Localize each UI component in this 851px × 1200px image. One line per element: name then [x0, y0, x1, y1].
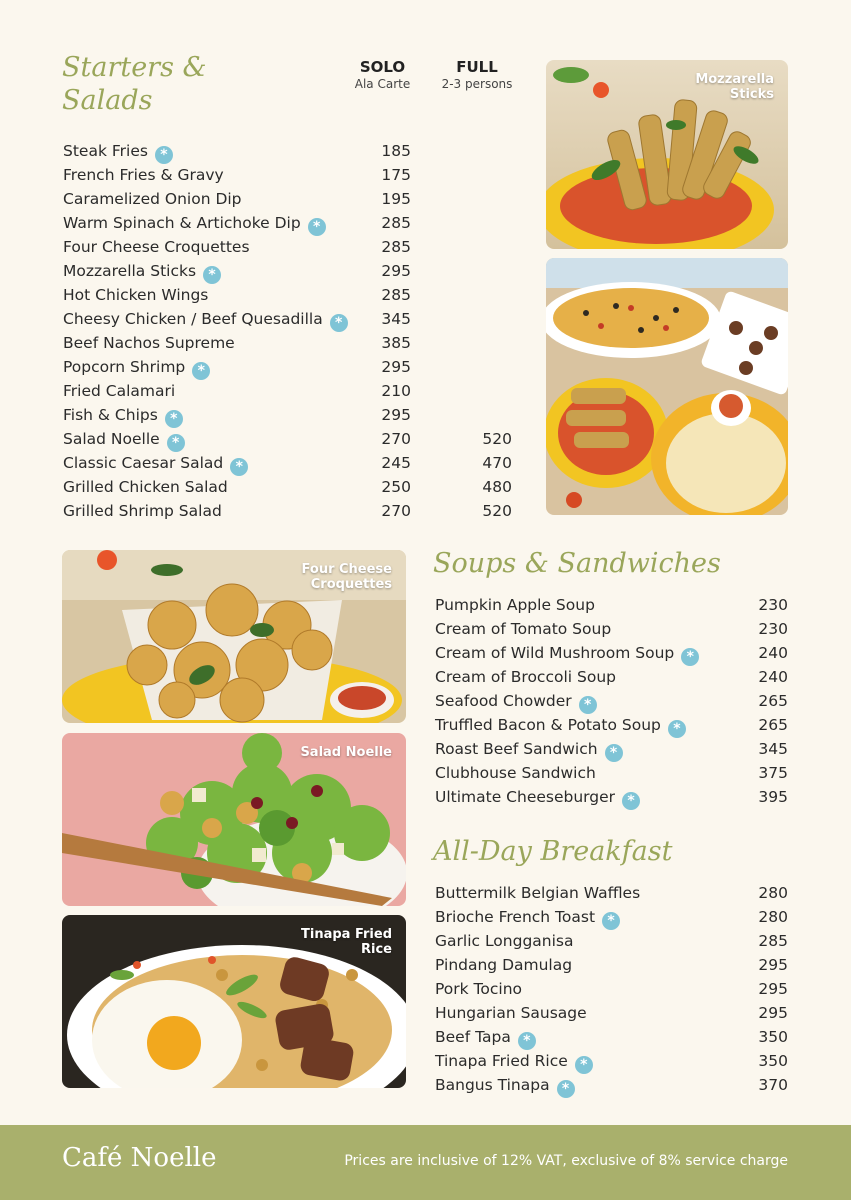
menu-item-label: Cream of Tomato Soup [435, 620, 612, 638]
menu-item-name [63, 187, 242, 211]
solo-price: 295 [381, 358, 411, 376]
menu-item-label: Bangus Tinapa [435, 1076, 550, 1094]
asterisk-badge-icon: * [579, 696, 597, 714]
menu-item [435, 1073, 788, 1097]
menu-item [435, 1025, 788, 1049]
solo-price: 295 [381, 406, 411, 424]
menu-item [63, 379, 513, 403]
menu-item-label: Mozzarella Sticks [63, 262, 197, 280]
starters-title-line2: Salads [62, 85, 153, 116]
cafe-noelle-logo: Café Noelle [62, 1143, 217, 1173]
menu-item-name [63, 427, 185, 452]
solo-price: 175 [381, 166, 411, 184]
menu-item-name [435, 929, 574, 953]
menu-item-name [435, 761, 596, 785]
menu-item-name [435, 1001, 587, 1025]
menu-item-label: Hot Chicken Wings [63, 286, 209, 304]
asterisk-badge-icon: * [167, 434, 185, 452]
menu-item [435, 881, 788, 905]
menu-item-label: Grilled Shrimp Salad [63, 502, 222, 520]
asterisk-badge-icon: * [668, 720, 686, 738]
solo-column-header [345, 58, 420, 91]
starters-spread-image [546, 258, 788, 515]
menu-item-label: Caramelized Onion Dip [63, 190, 242, 208]
menu-item-name [435, 953, 572, 977]
menu-item-price: 350 [758, 1028, 788, 1046]
menu-item-name [435, 1073, 575, 1098]
croquettes-caption: Four Cheese Croquettes [301, 562, 392, 592]
menu-item-name [63, 499, 222, 523]
menu-item-label: Seafood Chowder [435, 692, 572, 710]
full-price: 470 [482, 454, 512, 472]
asterisk-badge-icon: * [575, 1056, 593, 1074]
menu-item-label: Ultimate Cheeseburger [435, 788, 616, 806]
menu-item-label: Four Cheese Croquettes [63, 238, 250, 256]
menu-item [63, 403, 513, 427]
menu-item [63, 499, 513, 523]
menu-item [63, 139, 513, 163]
full-column-header [432, 58, 522, 91]
menu-item-name [63, 283, 208, 307]
price-note: Prices are inclusive of 12% VAT, exclusive of 8% service charge [344, 1153, 788, 1169]
menu-item-label: Pindang Damulag [435, 956, 573, 974]
menu-item-label: Pumpkin Apple Soup [435, 596, 595, 614]
solo-price: 210 [381, 382, 411, 400]
menu-item-price: 280 [758, 908, 788, 926]
full-label: FULL [456, 58, 498, 76]
menu-item-price: 295 [758, 1004, 788, 1022]
tinapa-fried-rice-photo [62, 915, 406, 1088]
menu-item-label: Garlic Longganisa [435, 932, 574, 950]
menu-item [435, 977, 788, 1001]
menu-item-price: 230 [758, 596, 788, 614]
menu-item-name [63, 355, 210, 380]
menu-item-name [63, 475, 228, 499]
menu-item-price: 375 [758, 764, 788, 782]
menu-item-price: 230 [758, 620, 788, 638]
breakfast-title: All-Day Breakfast [433, 836, 673, 867]
menu-item-name [435, 713, 686, 738]
menu-item-label: Hungarian Sausage [435, 1004, 587, 1022]
menu-item-name [63, 451, 248, 476]
asterisk-badge-icon: * [557, 1080, 575, 1098]
asterisk-badge-icon: * [602, 912, 620, 930]
menu-item-label: Classic Caesar Salad [63, 454, 224, 472]
asterisk-badge-icon: * [165, 410, 183, 428]
solo-price: 345 [381, 310, 411, 328]
menu-item [435, 761, 788, 785]
menu-item-name [435, 1049, 593, 1074]
menu-item [63, 331, 513, 355]
asterisk-badge-icon: * [155, 146, 173, 164]
full-sublabel: 2-3 persons [441, 77, 513, 91]
menu-item [435, 737, 788, 761]
starters-title [62, 51, 207, 117]
starters-menu-list [63, 139, 513, 523]
menu-item-name [63, 307, 348, 332]
menu-item [435, 1049, 788, 1073]
menu-item-label: Truffled Bacon & Potato Soup [435, 716, 661, 734]
menu-item-label: Cream of Wild Mushroom Soup [435, 644, 675, 662]
starters-spread-photo [546, 258, 788, 515]
menu-item [435, 953, 788, 977]
menu-item-name [63, 403, 183, 428]
full-price: 520 [482, 502, 512, 520]
menu-item-label: Fried Calamari [63, 382, 176, 400]
footer-bar [0, 1125, 851, 1200]
menu-item-name [435, 1025, 536, 1050]
solo-sublabel: Ala Carte [354, 77, 411, 91]
menu-item-label: Warm Spinach & Artichoke Dip [63, 214, 301, 232]
tinapa-fried-rice-caption: Tinapa Fried Rice [301, 927, 392, 957]
menu-item [63, 235, 513, 259]
solo-price: 195 [381, 190, 411, 208]
asterisk-badge-icon: * [308, 218, 326, 236]
solo-price: 385 [381, 334, 411, 352]
solo-price: 185 [381, 142, 411, 160]
menu-item-label: French Fries & Gravy [63, 166, 224, 184]
menu-item-label: Beef Nachos Supreme [63, 334, 235, 352]
menu-item-name [63, 139, 173, 164]
asterisk-badge-icon: * [230, 458, 248, 476]
menu-item [63, 283, 513, 307]
menu-item [435, 641, 788, 665]
menu-item-name [435, 977, 522, 1001]
salad-noelle-photo [62, 733, 406, 906]
menu-item-name [435, 641, 699, 666]
menu-item-price: 370 [758, 1076, 788, 1094]
solo-price: 245 [381, 454, 411, 472]
asterisk-badge-icon: * [605, 744, 623, 762]
menu-item [435, 905, 788, 929]
menu-item [435, 689, 788, 713]
menu-item-label: Brioche French Toast [435, 908, 596, 926]
menu-item [435, 785, 788, 809]
menu-item-price: 350 [758, 1052, 788, 1070]
menu-item [63, 307, 513, 331]
menu-item-label: Clubhouse Sandwich [435, 764, 596, 782]
menu-item [435, 713, 788, 737]
menu-item [63, 451, 513, 475]
full-price: 480 [482, 478, 512, 496]
menu-item-price: 280 [758, 884, 788, 902]
menu-item-name [435, 785, 640, 810]
solo-price: 285 [381, 214, 411, 232]
menu-item-name [435, 905, 620, 930]
menu-item [63, 259, 513, 283]
solo-price: 285 [381, 238, 411, 256]
menu-item-name [435, 737, 623, 762]
solo-price: 270 [381, 430, 411, 448]
menu-item-name [435, 617, 611, 641]
menu-item [63, 163, 513, 187]
soups-title: Soups & Sandwiches [433, 548, 721, 579]
menu-item-label: Buttermilk Belgian Waffles [435, 884, 641, 902]
menu-item [435, 929, 788, 953]
menu-item-name [435, 665, 616, 689]
menu-item-label: Cheesy Chicken / Beef Quesadilla [63, 310, 323, 328]
menu-item-name [63, 211, 326, 236]
menu-item [63, 475, 513, 499]
menu-item-price: 265 [758, 716, 788, 734]
full-price: 520 [482, 430, 512, 448]
asterisk-badge-icon: * [681, 648, 699, 666]
solo-price: 295 [381, 262, 411, 280]
menu-item [435, 1001, 788, 1025]
solo-price: 270 [381, 502, 411, 520]
menu-item-price: 240 [758, 668, 788, 686]
menu-item [63, 187, 513, 211]
soups-menu-list [435, 593, 788, 809]
menu-item [435, 617, 788, 641]
menu-item-name [63, 235, 250, 259]
menu-item-price: 285 [758, 932, 788, 950]
menu-item-label: Popcorn Shrimp [63, 358, 186, 376]
menu-item-label: Steak Fries [63, 142, 148, 160]
menu-item-name [63, 331, 235, 355]
menu-item [435, 593, 788, 617]
menu-item-label: Pork Tocino [435, 980, 523, 998]
menu-item-price: 295 [758, 980, 788, 998]
asterisk-badge-icon: * [192, 362, 210, 380]
menu-item-name [435, 593, 595, 617]
solo-price: 285 [381, 286, 411, 304]
menu-item-price: 295 [758, 956, 788, 974]
menu-item-label: Tinapa Fried Rice [435, 1052, 568, 1070]
menu-item-price: 240 [758, 644, 788, 662]
four-cheese-croquettes-photo [62, 550, 406, 723]
menu-item [63, 355, 513, 379]
mozzarella-sticks-photo [546, 60, 788, 249]
menu-item-name [63, 379, 175, 403]
asterisk-badge-icon: * [518, 1032, 536, 1050]
menu-item [435, 665, 788, 689]
menu-item-name [435, 689, 597, 714]
asterisk-badge-icon: * [622, 792, 640, 810]
salad-noelle-caption: Salad Noelle [300, 745, 392, 760]
breakfast-menu-list [435, 881, 788, 1097]
starters-title-line1: Starters & [62, 52, 207, 83]
menu-item-label: Beef Tapa [435, 1028, 511, 1046]
menu-item-label: Cream of Broccoli Soup [435, 668, 616, 686]
menu-item-label: Grilled Chicken Salad [63, 478, 228, 496]
menu-item-label: Salad Noelle [63, 430, 160, 448]
asterisk-badge-icon: * [203, 266, 221, 284]
menu-item-price: 345 [758, 740, 788, 758]
menu-item-label: Fish & Chips [63, 406, 158, 424]
mozzarella-sticks-caption: Mozzarella Sticks [695, 72, 774, 102]
menu-item [63, 211, 513, 235]
solo-label: SOLO [359, 58, 406, 76]
menu-item-price: 395 [758, 788, 788, 806]
menu-item [63, 427, 513, 451]
menu-item-name [63, 163, 224, 187]
asterisk-badge-icon: * [330, 314, 348, 332]
solo-price: 250 [381, 478, 411, 496]
menu-item-price: 265 [758, 692, 788, 710]
menu-item-name [63, 259, 221, 284]
menu-item-name [435, 881, 640, 905]
menu-item-label: Roast Beef Sandwich [435, 740, 598, 758]
